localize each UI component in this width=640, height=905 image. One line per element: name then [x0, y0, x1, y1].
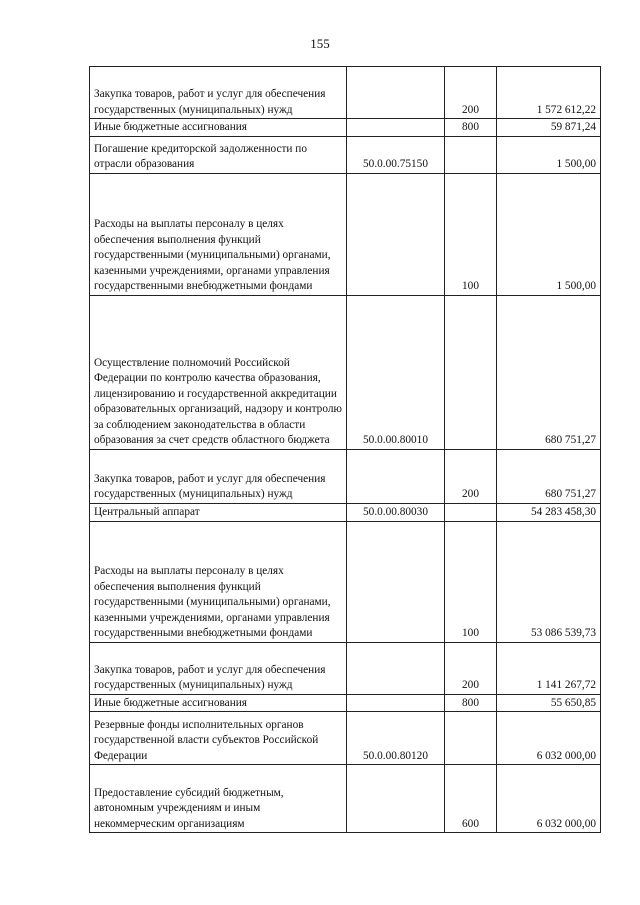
row-name: Расходы на выплаты персоналу в целях обеспечения выполнения функций государственными (муниципальными) органами, казенными учреждениями, органами управления государственными внебюджетными фондами — [90, 521, 347, 642]
row-name: Осуществление полномочий Российской Федерации по контролю качества образования, лицензированию и государственной аккредитации образовательных организаций, надзору и контролю за соблюдением законодательства в области образования за счет средств областного бюджета — [90, 295, 347, 449]
table-row — [90, 449, 601, 503]
table-row — [90, 694, 601, 712]
row-code — [347, 67, 445, 119]
row-amount: 1 500,00 — [497, 136, 601, 173]
row-name: Расходы на выплаты персоналу в целях обеспечения выполнения функций государственными (муниципальными) органами, казенными учреждениями, органами управления государственными внебюджетными фондами — [90, 173, 347, 295]
row-code — [347, 521, 445, 642]
row-kvr — [445, 136, 497, 173]
row-amount: 1 572 612,22 — [497, 67, 601, 119]
table-row — [90, 642, 601, 694]
budget-table — [89, 66, 601, 833]
row-kvr: 800 — [445, 119, 497, 137]
row-amount: 680 751,27 — [497, 295, 601, 449]
row-kvr: 200 — [445, 449, 497, 503]
table-row — [90, 521, 601, 642]
row-kvr: 600 — [445, 765, 497, 833]
row-amount: 59 871,24 — [497, 119, 601, 137]
table-row — [90, 136, 601, 173]
table-row — [90, 503, 601, 521]
table-row — [90, 67, 601, 119]
row-kvr: 100 — [445, 173, 497, 295]
table-row — [90, 712, 601, 765]
row-kvr — [445, 503, 497, 521]
table-row — [90, 765, 601, 833]
row-name: Погашение кредиторской задолженности по отрасли образования — [90, 136, 347, 173]
row-code: 50.0.00.80010 — [347, 295, 445, 449]
row-amount: 55 650,85 — [497, 694, 601, 712]
row-code: 50.0.00.80120 — [347, 712, 445, 765]
table-row — [90, 295, 601, 449]
row-amount: 54 283 458,30 — [497, 503, 601, 521]
row-code: 50.0.00.80030 — [347, 503, 445, 521]
row-name: Закупка товаров, работ и услуг для обеспечения государственных (муниципальных) нужд — [90, 67, 347, 119]
row-code — [347, 119, 445, 137]
row-name: Центральный аппарат — [90, 503, 347, 521]
row-name: Иные бюджетные ассигнования — [90, 119, 347, 137]
row-name: Предоставление субсидий бюджетным, автономным учреждениям и иным некоммерческим организациям — [90, 765, 347, 833]
row-kvr: 200 — [445, 67, 497, 119]
row-name: Закупка товаров, работ и услуг для обеспечения государственных (муниципальных) нужд — [90, 642, 347, 694]
row-amount: 680 751,27 — [497, 449, 601, 503]
row-kvr: 100 — [445, 521, 497, 642]
row-kvr: 200 — [445, 642, 497, 694]
row-code — [347, 449, 445, 503]
row-code — [347, 173, 445, 295]
page-number: 155 — [310, 36, 330, 51]
table-row — [90, 173, 601, 295]
row-amount: 1 500,00 — [497, 173, 601, 295]
row-amount: 1 141 267,72 — [497, 642, 601, 694]
row-kvr — [445, 712, 497, 765]
row-code — [347, 765, 445, 833]
row-kvr — [445, 295, 497, 449]
row-name: Закупка товаров, работ и услуг для обеспечения государственных (муниципальных) нужд — [90, 449, 347, 503]
row-kvr: 800 — [445, 694, 497, 712]
table-row — [90, 119, 601, 137]
row-name: Иные бюджетные ассигнования — [90, 694, 347, 712]
row-code — [347, 642, 445, 694]
row-name: Резервные фонды исполнительных органов государственной власти субъектов Российской Федерации — [90, 712, 347, 765]
row-amount: 6 032 000,00 — [497, 712, 601, 765]
row-amount: 6 032 000,00 — [497, 765, 601, 833]
row-amount: 53 086 539,73 — [497, 521, 601, 642]
row-code: 50.0.00.75150 — [347, 136, 445, 173]
row-code — [347, 694, 445, 712]
